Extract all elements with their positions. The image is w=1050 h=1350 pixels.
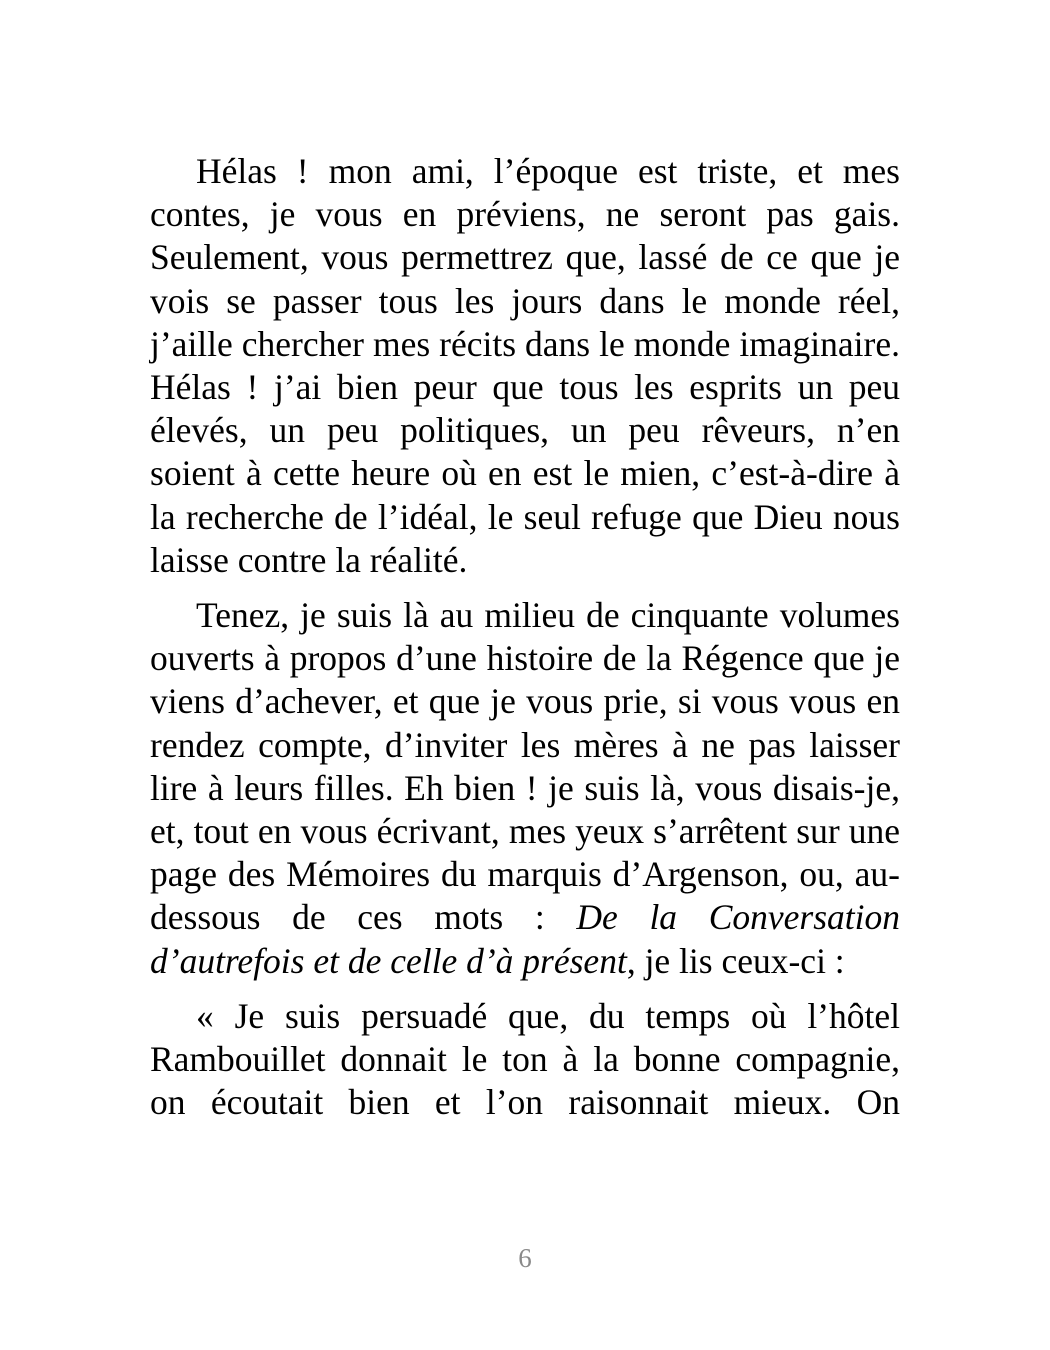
paragraph-2 xyxy=(150,594,900,983)
paragraph-2-text-before: Tenez, je suis là au milieu de cinquante volumes ouverts à propos d’une histoire de la Régence que je viens d’achever, et que je vous prie, si vous vous en rendez compte, d’inviter les mères à ne pas laisser lire à leurs filles. Eh bien ! je suis là, vous disais-je, et, tout en vous écrivant, mes yeux s’arrêtent sur une page des Mémoires du marquis d’Argenson, ou, au- dessous de ces mots : xyxy=(150,595,900,938)
paragraph-1: Hélas ! mon ami, l’époque est triste, et mes contes, je vous en préviens, ne seront pas gais. Seulement, vous permettrez que, lassé de ce que je vois se passer tous les jours dans le monde réel, j’aille chercher mes récits dans le monde imaginaire. Hélas ! j’ai bien peur que tous les esprits un peu élevés, un peu politiques, un peu rêveurs, n’en soient à cette heure où en est le mien, c’est-à-dire à la recherche de l’idéal, le seul refuge que Dieu nous laisse contre la réalité. xyxy=(150,151,900,580)
body-text xyxy=(150,150,900,1124)
paragraph-2-text-after: , je lis ceux-ci : xyxy=(626,940,845,981)
paragraph-2-italic-title: De la Conversation d’autrefois et de celle d’à présent xyxy=(150,897,900,981)
paragraph-3: « Je suis persuadé que, du temps où l’hôtel Rambouillet donnait le ton à la bonne compagnie, on écoutait bien et l’on raisonnait mieux. On xyxy=(150,995,900,1123)
page-number: 6 xyxy=(518,1243,532,1273)
